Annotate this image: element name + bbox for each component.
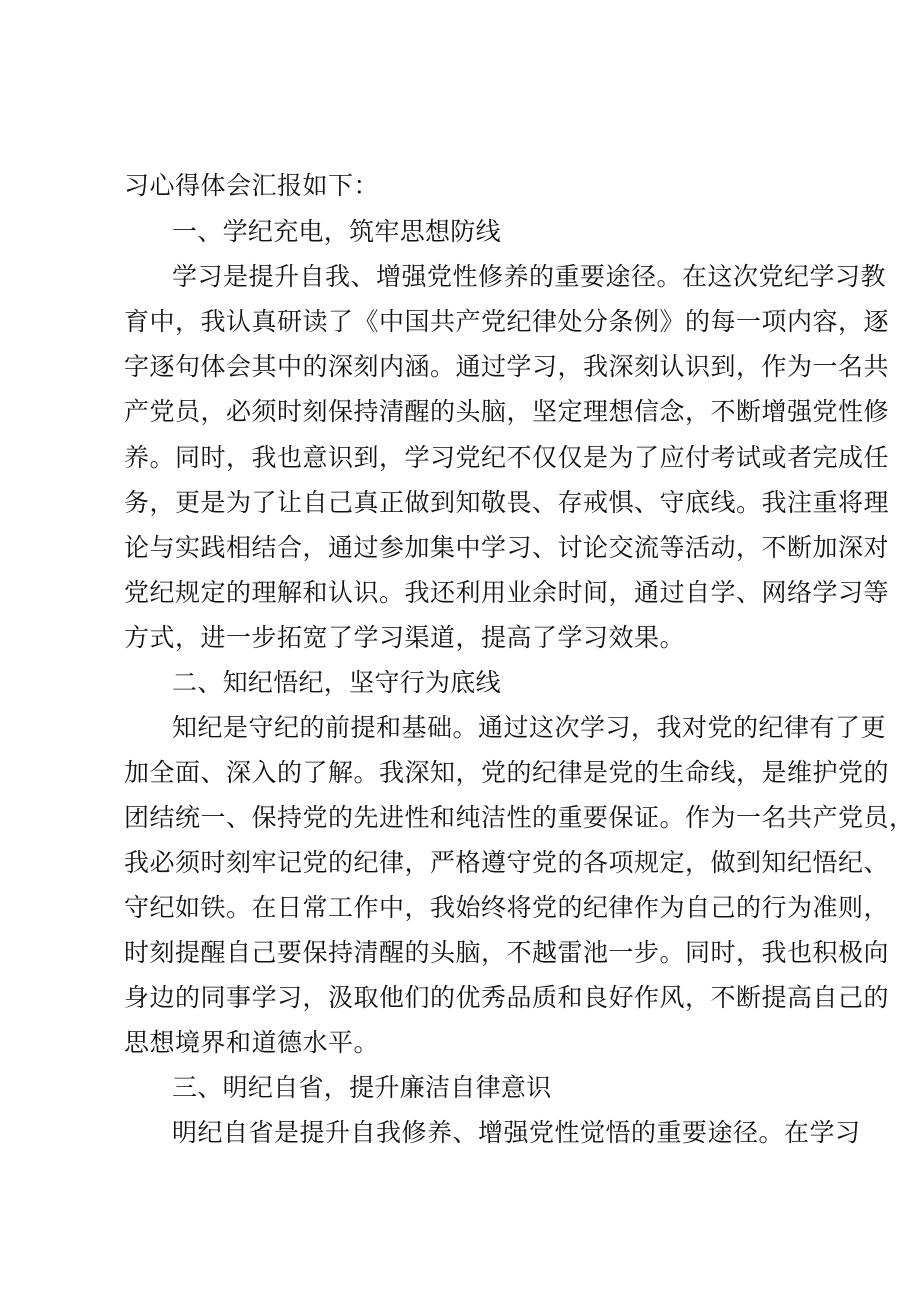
paragraph-line: 思想境界和道德水平。 xyxy=(124,1028,380,1057)
paragraph-line: 养。同时，我也意识到，学习党纪不仅仅是为了应付考试或者完成任 xyxy=(124,443,890,472)
paragraph-line: 时刻提醒自己要保持清醒的头脑，不越雷池一步。同时，我也积极向 xyxy=(124,938,890,967)
paragraph-line: 身边的同事学习，汲取他们的优秀品质和良好作风，不断提高自己的 xyxy=(124,983,890,1012)
paragraph-line: 方式，进一步拓宽了学习渠道，提高了学习效果。 xyxy=(124,623,686,652)
intro-line: 习心得体会汇报如下： xyxy=(124,171,380,200)
paragraph-line: 加全面、深入的了解。我深知，党的纪律是党的生命线，是维护党的 xyxy=(124,758,890,787)
paragraph-line: 产党员，必须时刻保持清醒的头脑，坚定理想信念，不断增强党性修 xyxy=(124,397,890,426)
paragraph-line: 育中，我认真研读了《中国共产党纪律处分条例》的每一项内容，逐 xyxy=(124,307,890,336)
paragraph-line: 我必须时刻牢记党的纪律，严格遵守党的各项规定，做到知纪悟纪、 xyxy=(124,848,890,877)
paragraph-line: 党纪规定的理解和认识。我还利用业余时间，通过自学、网络学习等 xyxy=(124,578,890,607)
paragraph-line: 团结统一、保持党的先进性和纯洁性的重要保证。作为一名共产党员， xyxy=(124,803,915,832)
paragraph-line: 守纪如铁。在日常工作中，我始终将党的纪律作为自己的行为准则， xyxy=(124,893,890,922)
paragraph-line: 务，更是为了让自己真正做到知敬畏、存戒惧、守底线。我注重将理 xyxy=(124,488,890,517)
paragraph-line: 知纪是守纪的前提和基础。通过这次学习，我对党的纪律有了更 xyxy=(172,713,887,742)
section-1-heading: 一、学纪充电，筑牢思想防线 xyxy=(172,217,501,246)
section-2-heading: 二、知纪悟纪，坚守行为底线 xyxy=(172,668,501,697)
paragraph-line: 字逐句体会其中的深刻内涵。通过学习，我深刻认识到，作为一名共 xyxy=(124,352,890,381)
paragraph-line: 论与实践相结合，通过参加集中学习、讨论交流等活动，不断加深对 xyxy=(124,533,890,562)
section-3-heading: 三、明纪自省，提升廉洁自律意识 xyxy=(172,1073,552,1102)
paragraph-line: 学习是提升自我、增强党性修养的重要途径。在这次党纪学习教 xyxy=(172,262,887,291)
paragraph-line: 明纪自省是提升自我修养、增强党性觉悟的重要途径。在学习 xyxy=(172,1118,861,1147)
